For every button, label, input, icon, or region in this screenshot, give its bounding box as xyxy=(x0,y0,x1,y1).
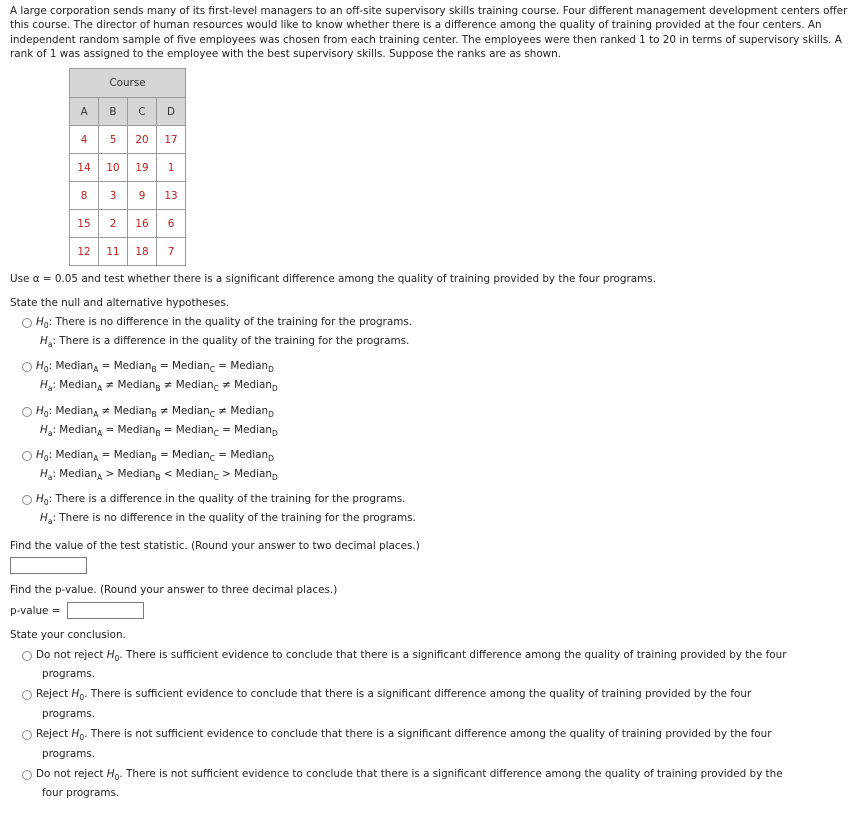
hypotheses-prompt: State the null and alternative hypotheses. xyxy=(10,297,230,309)
column-header-c: C xyxy=(128,98,157,126)
conclusion-option-1-text-cont: programs. xyxy=(42,668,96,680)
hypothesis-option-4-radio[interactable] xyxy=(22,451,32,461)
column-header-d: D xyxy=(157,98,186,126)
conclusion-option-1-radio[interactable] xyxy=(22,651,32,661)
column-header-b: B xyxy=(99,98,128,126)
pvalue-prompt: Find the p-value. (Round your answer to three decimal places.) xyxy=(10,584,338,596)
hypothesis-option-1-null: $H_0$: There is no difference in the quality of the training for the programs. xyxy=(36,316,413,330)
conclusion-option-2-radio[interactable] xyxy=(22,690,32,700)
table-cell: 1 xyxy=(157,154,186,182)
table-cell: 13 xyxy=(157,182,186,210)
table-cell: 19 xyxy=(128,154,157,182)
table-cell: 2 xyxy=(99,210,128,238)
hypothesis-option-3-alt: $H_a$: Median$_A$ = Median$_B$ = Median$_C$ = Median$_D$ xyxy=(40,424,278,438)
conclusion-prompt: State your conclusion. xyxy=(10,629,126,641)
table-cell: 12 xyxy=(70,238,99,266)
table-cell: 7 xyxy=(157,238,186,266)
table-cell: 20 xyxy=(128,126,157,154)
conclusion-option-1-text: Do not reject $H_0$. There is sufficient evidence to conclude that there is a significant difference among the quality of training provided by the four xyxy=(36,649,787,663)
table-row xyxy=(70,154,186,182)
table-cell: 4 xyxy=(70,126,99,154)
hypothesis-option-5-radio[interactable] xyxy=(22,495,32,505)
conclusion-option-3-radio[interactable] xyxy=(22,730,32,740)
hypothesis-option-4-alt: $H_a$: Median$_A$ > Median$_B$ < Median$_C$ > Median$_D$ xyxy=(40,468,278,482)
conclusion-option-2-text-cont: programs. xyxy=(42,708,96,720)
table-cell: 9 xyxy=(128,182,157,210)
conclusion-option-2-text: Reject $H_0$. There is sufficient evidence to conclude that there is a significant difference among the quality of training provided by the four xyxy=(36,688,752,702)
table-row xyxy=(70,238,186,266)
table-cell: 3 xyxy=(99,182,128,210)
table-row xyxy=(70,126,186,154)
table-cell: 15 xyxy=(70,210,99,238)
conclusion-option-3-text-cont: programs. xyxy=(42,748,96,760)
hypothesis-option-2-radio[interactable] xyxy=(22,362,32,372)
table-cell: 16 xyxy=(128,210,157,238)
conclusion-option-4-text-cont: four programs. xyxy=(42,787,120,799)
column-header-a: A xyxy=(70,98,99,126)
hypothesis-option-3-radio[interactable] xyxy=(22,407,32,417)
table-cell: 11 xyxy=(99,238,128,266)
problem-description: A large corporation sends many of its first-level managers to an off-site supervisory skills training course. Four different management development centers offer this course. The director of human resources would like to know whether there is a difference among the quality of training provided at the four centers. An independent random sample of five employees was chosen from each training center. The employees were then ranked 1 to 20 in terms of supervisory skills. A rank of 1 was assigned to the employee with the best supervisory skills. Suppose the ranks are as shown. xyxy=(10,5,848,61)
ranks-table xyxy=(69,68,186,266)
table-cell: 5 xyxy=(99,126,128,154)
table-cell: 8 xyxy=(70,182,99,210)
table-cell: 6 xyxy=(157,210,186,238)
table-row xyxy=(70,182,186,210)
hypothesis-option-1-alt: $H_a$: There is a difference in the quality of the training for the programs. xyxy=(40,335,410,349)
hypothesis-option-5-null: $H_0$: There is a difference in the quality of the training for the programs. xyxy=(36,493,406,507)
test-statistic-prompt: Find the value of the test statistic. (Round your answer to two decimal places.) xyxy=(10,540,420,552)
conclusion-option-3-text: Reject $H_0$. There is not sufficient evidence to conclude that there is a significant difference among the quality of training provided by the four xyxy=(36,728,772,742)
table-header-row xyxy=(70,98,186,126)
hypothesis-option-2-null: $H_0$: Median$_A$ = Median$_B$ = Median$_C$ = Median$_D$ xyxy=(36,360,274,374)
pvalue-label: p-value = xyxy=(10,605,61,617)
pvalue-input[interactable] xyxy=(67,602,144,619)
conclusion-option-4-text: Do not reject $H_0$. There is not sufficient evidence to conclude that there is a significant difference among the quality of training provided by the xyxy=(36,768,783,782)
test-statistic-input[interactable] xyxy=(10,557,87,574)
table-title: Course xyxy=(70,69,186,98)
hypothesis-option-2-alt: $H_a$: Median$_A$ ≠ Median$_B$ ≠ Median$_C$ ≠ Median$_D$ xyxy=(40,379,278,393)
alpha-instruction: Use α = 0.05 and test whether there is a significant difference among the quality of training provided by the four programs. xyxy=(10,273,656,285)
hypothesis-option-1-radio[interactable] xyxy=(22,318,32,328)
table-row xyxy=(70,210,186,238)
hypothesis-option-5-alt: $H_a$: There is no difference in the quality of the training for the programs. xyxy=(40,512,416,526)
table-cell: 10 xyxy=(99,154,128,182)
table-cell: 14 xyxy=(70,154,99,182)
hypothesis-option-4-null: $H_0$: Median$_A$ = Median$_B$ = Median$_C$ = Median$_D$ xyxy=(36,449,274,463)
table-cell: 18 xyxy=(128,238,157,266)
hypothesis-option-3-null: $H_0$: Median$_A$ ≠ Median$_B$ ≠ Median$_C$ ≠ Median$_D$ xyxy=(36,405,274,419)
table-cell: 17 xyxy=(157,126,186,154)
conclusion-option-4-radio[interactable] xyxy=(22,770,32,780)
